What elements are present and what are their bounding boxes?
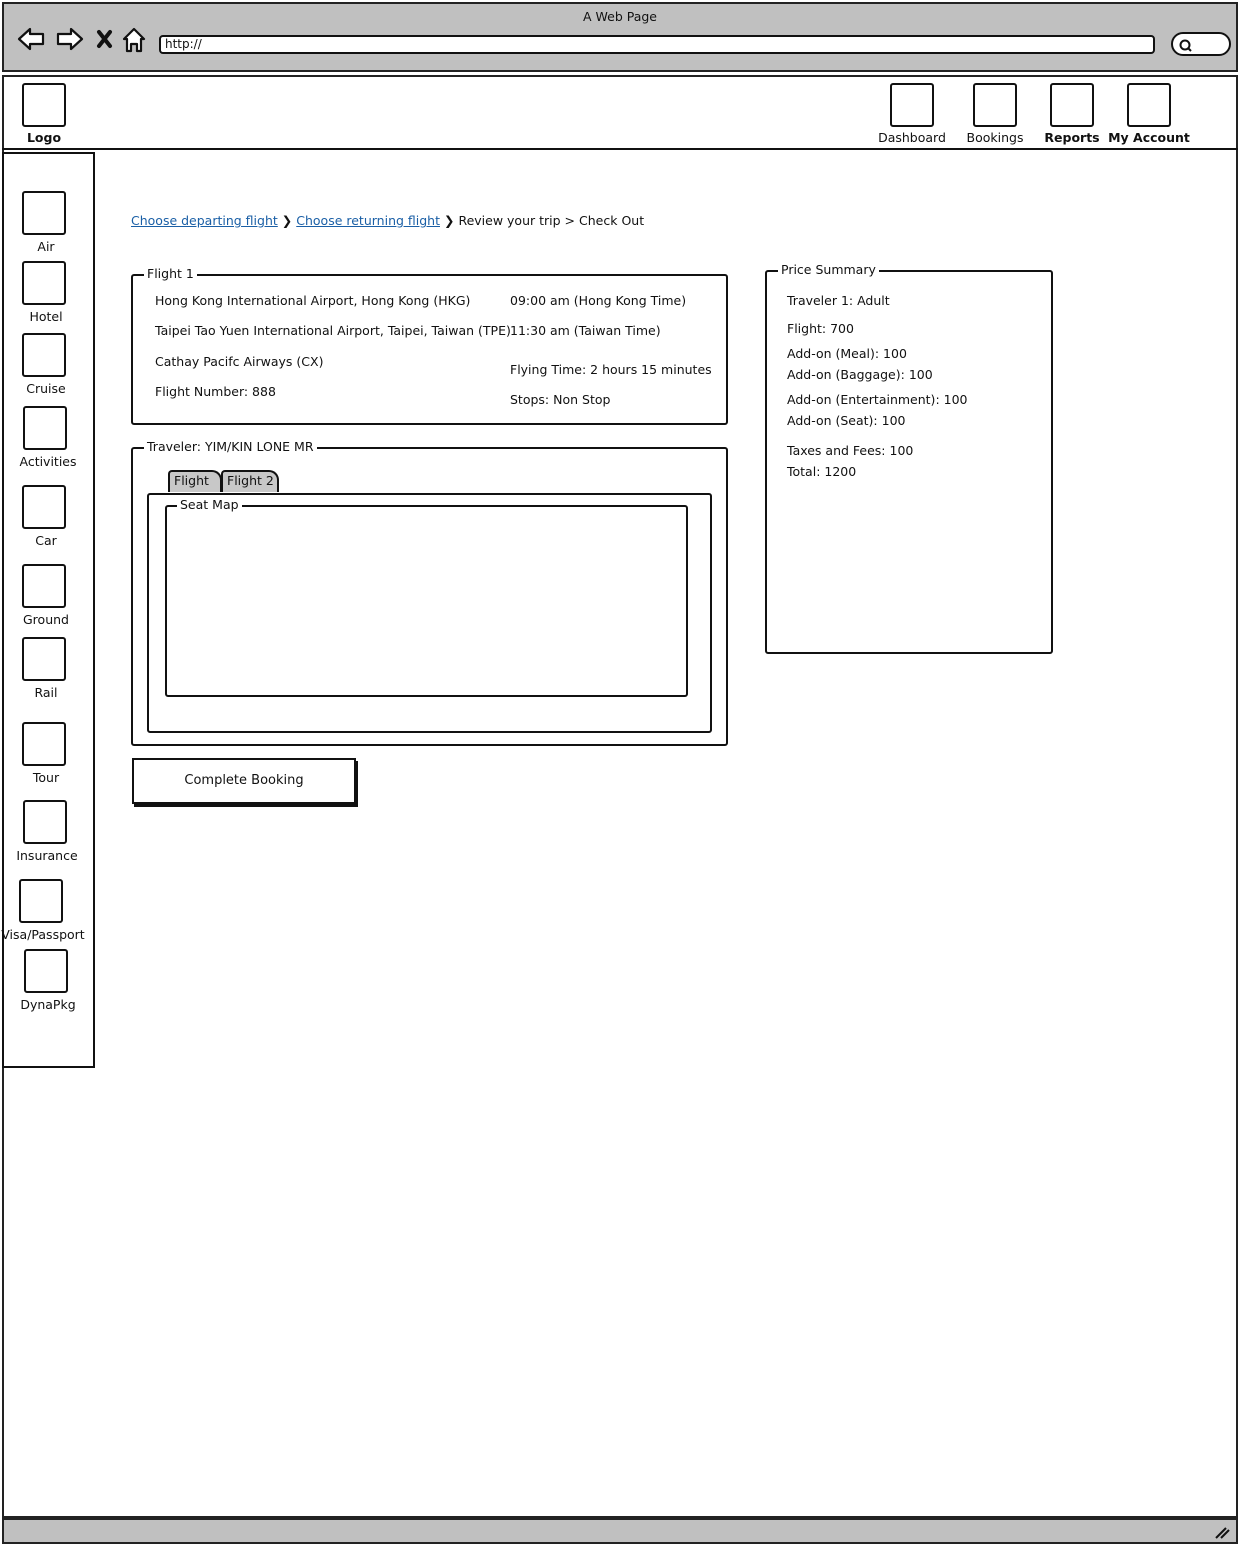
breadcrumb-step-returning[interactable]: Choose returning flight	[296, 213, 440, 228]
price-summary-panel	[765, 262, 1053, 654]
nav-reports-label[interactable]: Reports	[1044, 130, 1100, 145]
flight-details-panel	[131, 266, 728, 425]
flight-depart-time: 09:00 am (Hong Kong Time)	[510, 293, 687, 308]
price-addon-entertainment: Add-on (Entertainment): 100	[787, 392, 968, 407]
sidebar-item-rail[interactable]: Rail	[34, 685, 58, 700]
complete-booking-button[interactable]: Complete Booking	[132, 758, 356, 804]
chevron-right-icon: ❯	[443, 213, 455, 228]
tab-flight-2[interactable]: Flight 2	[221, 470, 279, 492]
seat-map[interactable]	[165, 497, 688, 697]
window-title: A Web Page	[582, 9, 657, 24]
price-addon-baggage: Add-on (Baggage): 100	[787, 367, 933, 382]
browser-nav-icons	[16, 24, 156, 54]
flight-panel-title: Flight 1	[144, 267, 197, 281]
hotel-icon[interactable]	[22, 261, 66, 305]
browser-search-button[interactable]	[1171, 32, 1231, 56]
sidebar-item-dynapkg[interactable]: DynaPkg	[20, 997, 76, 1012]
sidebar-item-cruise[interactable]: Cruise	[26, 381, 66, 396]
breadcrumb	[131, 213, 644, 228]
forward-icon[interactable]	[58, 29, 82, 49]
air-icon[interactable]	[22, 191, 66, 235]
sidebar-item-ground[interactable]: Ground	[23, 612, 69, 627]
tab-flight-1[interactable]: Flight	[168, 470, 222, 492]
sidebar-item-insurance[interactable]: Insurance	[16, 848, 78, 863]
home-icon[interactable]	[124, 29, 144, 51]
resize-grip-icon[interactable]	[1214, 1525, 1230, 1539]
flight-flying-time: Flying Time: 2 hours 15 minutes	[510, 362, 712, 377]
sidebar-item-car[interactable]: Car	[35, 533, 57, 548]
sidebar-item-tour[interactable]: Tour	[32, 770, 60, 785]
flight-arrive-time: 11:30 am (Taiwan Time)	[510, 323, 661, 338]
sidebar-item-activities[interactable]: Activities	[19, 454, 77, 469]
url-input[interactable]: http://	[159, 35, 1155, 54]
nav-dashboard-label[interactable]: Dashboard	[878, 130, 946, 145]
price-addon-meal: Add-on (Meal): 100	[787, 346, 907, 361]
breadcrumb-step-checkout: Check Out	[579, 213, 645, 228]
dashboard-icon[interactable]	[890, 83, 934, 127]
traveler-panel-title: Traveler: YIM/KIN LONE MR	[144, 440, 317, 454]
car-icon[interactable]	[22, 485, 66, 529]
browser-toolbar	[2, 2, 1238, 72]
flight-number: Flight Number: 888	[155, 384, 276, 399]
back-icon[interactable]	[19, 29, 43, 49]
sidebar-item-hotel[interactable]: Hotel	[29, 309, 63, 324]
tour-icon[interactable]	[22, 722, 66, 766]
breadcrumb-step-review: Review your trip	[458, 213, 561, 228]
price-summary-title: Price Summary	[778, 263, 879, 277]
insurance-icon[interactable]	[23, 800, 67, 844]
status-bar	[2, 1518, 1238, 1544]
breadcrumb-step-departing[interactable]: Choose departing flight	[131, 213, 278, 228]
my-account-icon[interactable]	[1127, 83, 1171, 127]
activities-icon[interactable]	[23, 406, 67, 450]
nav-bookings-label[interactable]: Bookings	[966, 130, 1024, 145]
close-icon[interactable]	[99, 32, 110, 46]
logo-label: Logo	[26, 130, 62, 145]
price-total: Total: 1200	[787, 464, 857, 479]
price-flight: Flight: 700	[787, 321, 854, 336]
flight-airline: Cathay Pacifc Airways (CX)	[155, 354, 324, 369]
price-addon-seat: Add-on (Seat): 100	[787, 413, 906, 428]
visa-passport-icon[interactable]	[19, 879, 63, 923]
sidebar-item-visa-passport[interactable]: Visa/Passport	[1, 927, 85, 942]
sidebar-item-air[interactable]: Air	[37, 239, 55, 254]
price-taxes: Taxes and Fees: 100	[787, 443, 914, 458]
nav-my-account-label[interactable]: My Account	[1108, 130, 1190, 145]
flight-destination: Taipei Tao Yuen International Airport, Taipei, Taiwan (TPE)	[155, 323, 511, 338]
search-icon	[1176, 35, 1196, 55]
reports-icon[interactable]	[1050, 83, 1094, 127]
ground-icon[interactable]	[22, 564, 66, 608]
logo-image[interactable]	[22, 83, 66, 127]
site-header	[2, 75, 1238, 150]
seat-map-title: Seat Map	[177, 498, 242, 512]
breadcrumb-separator: >	[564, 213, 576, 228]
rail-icon[interactable]	[22, 637, 66, 681]
flight-origin: Hong Kong International Airport, Hong Kong (HKG)	[155, 293, 471, 308]
cruise-icon[interactable]	[22, 333, 66, 377]
price-traveler: Traveler 1: Adult	[787, 293, 890, 308]
flight-stops: Stops: Non Stop	[510, 392, 611, 407]
bookings-icon[interactable]	[973, 83, 1017, 127]
dynapkg-icon[interactable]	[24, 949, 68, 993]
sidebar	[2, 152, 95, 1068]
chevron-right-icon: ❯	[281, 213, 293, 228]
